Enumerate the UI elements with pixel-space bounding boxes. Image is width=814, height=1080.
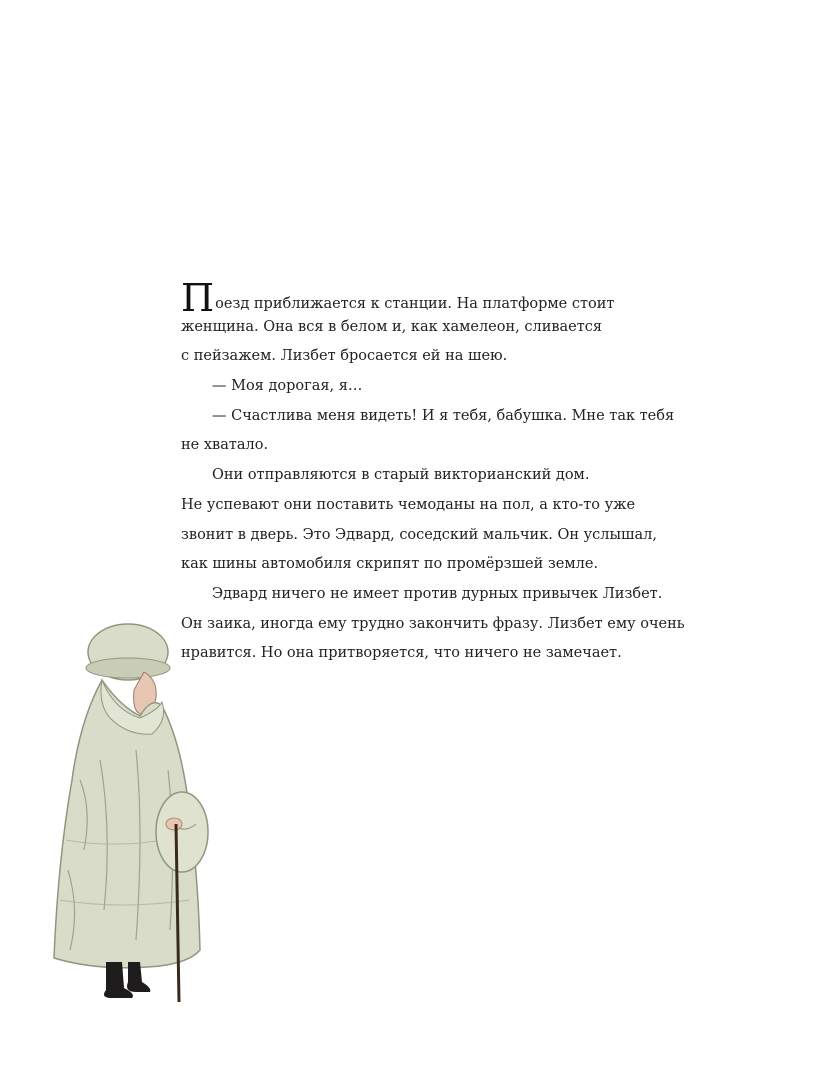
story-text — [181, 276, 781, 669]
text-line: — Моя дорогая, я… — [212, 378, 363, 395]
text-line: Эдвард ничего не имеет против дурных привычек Лизбет. — [212, 585, 663, 602]
text-line: с пейзажем. Лизбет бросается ей на шею. — [181, 348, 508, 365]
text-line: как шины автомобиля скрипят по промёрзшей земле. — [181, 556, 599, 573]
text-line: Не успевают они поставить чемоданы на пол, а кто-то уже — [181, 496, 636, 513]
first-line-text: оезд приближается к станции. На платформе стоит — [215, 296, 615, 312]
text-line: звонит в дверь. Это Эдвард, соседский мальчик. Он услышал, — [181, 526, 657, 543]
text-line: нравится. Но она притворяется, что ничего не замечает. — [181, 645, 622, 662]
text-line: Они отправляются в старый викторианский дом. — [212, 467, 590, 484]
text-line: не хватало. — [181, 437, 269, 454]
woman-with-cane-icon — [40, 610, 220, 1010]
text-line: женщина. Она вся в белом и, как хамелеон, сливается — [181, 318, 603, 335]
text-line — [181, 276, 781, 320]
text-line: Он заика, иногда ему трудно закончить фразу. Лизбет ему очень — [181, 615, 685, 632]
text-line: — Счастлива меня видеть! И я тебя, бабушка. Мне так тебя — [212, 407, 675, 424]
drop-cap: П — [181, 276, 215, 320]
